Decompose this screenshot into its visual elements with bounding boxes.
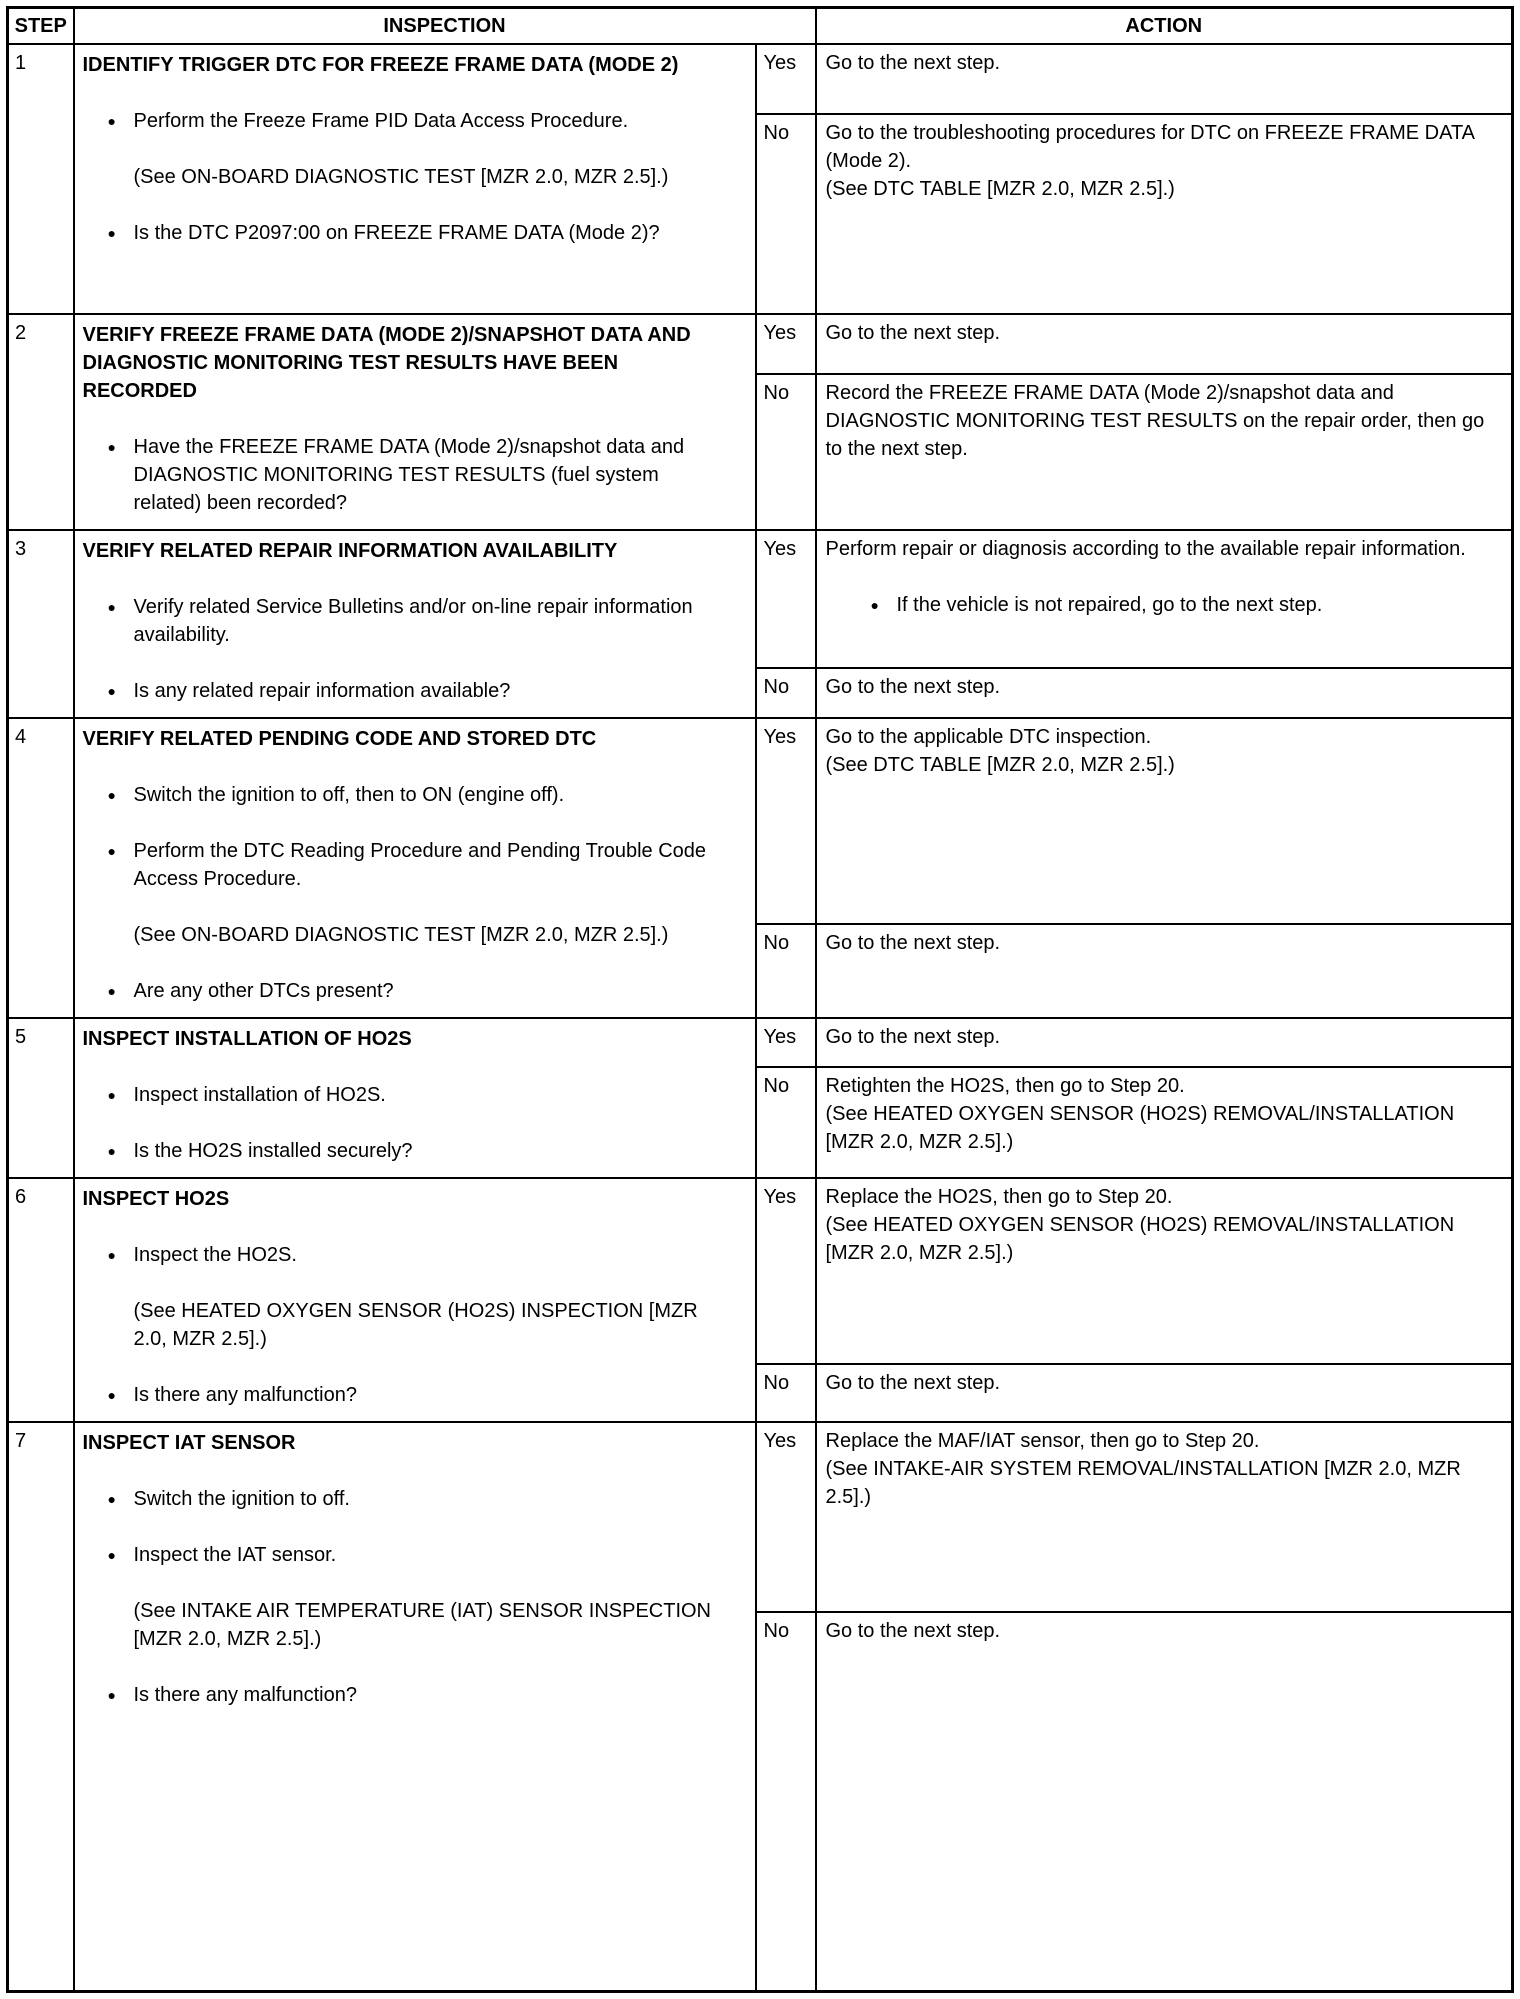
bullet-icon: ● — [107, 1086, 116, 1103]
bullet-icon: ● — [107, 1142, 116, 1159]
inspection-bullet-item-text: Switch the ignition to off, then to ON (engine off). — [133, 783, 565, 806]
inspection-note: (See ON-BOARD DIAGNOSTIC TEST [MZR 2.0, MZR 2.5].) — [133, 923, 669, 946]
yes-action-cell — [816, 314, 1513, 375]
inspection-bullet-item — [108, 593, 725, 649]
inspection-bullet-item — [108, 977, 725, 1005]
inspection-title: INSPECT INSTALLATION OF HO2S — [82, 1027, 412, 1050]
yes-flag: Yes — [756, 314, 816, 375]
inspection-bullet-item-text: Is the DTC P2097:00 on FREEZE FRAME DATA (Mode 2)? — [133, 221, 660, 244]
yes-flag: Yes — [756, 718, 816, 925]
inspection-cell — [74, 314, 756, 530]
action-text: Go to the next step. — [825, 1372, 1001, 1395]
step-number: 7 — [8, 1422, 74, 1992]
inspection-bullet-item — [108, 219, 725, 247]
inspection-bullet-item-text: Is any related repair information available? — [133, 679, 511, 702]
inspection-bullet-item — [108, 1681, 725, 1709]
yes-flag: Yes — [756, 44, 816, 114]
no-action-cell — [816, 114, 1513, 314]
inspection-bullet-item-text: Verify related Service Bulletins and/or on-line repair information availability. — [133, 595, 693, 646]
action-text: Go to the next step. — [825, 321, 1001, 344]
action-text: (See DTC TABLE [MZR 2.0, MZR 2.5].) — [825, 753, 1175, 776]
inspection-title: VERIFY RELATED PENDING CODE AND STORED DTC — [82, 727, 597, 750]
no-action-cell — [816, 668, 1513, 718]
no-action-cell — [816, 1364, 1513, 1421]
yes-flag: Yes — [756, 1422, 816, 1612]
bullet-icon: ● — [107, 1386, 116, 1403]
inspection-bullet-item-text: Have the FREEZE FRAME DATA (Mode 2)/snapshot data and DIAGNOSTIC MONITORING TEST RESULTS (fuel system related) been recorded? — [133, 435, 685, 514]
action-text: (See HEATED OXYGEN SENSOR (HO2S) REMOVAL/INSTALLATION [MZR 2.0, MZR 2.5].) — [825, 1102, 1455, 1153]
inspection-bullet-item — [108, 781, 725, 809]
inspection-title: INSPECT HO2S — [82, 1187, 230, 1210]
inspection-bullet-item-text: Perform the DTC Reading Procedure and Pending Trouble Code Access Procedure. — [133, 839, 707, 890]
yes-flag: Yes — [756, 1178, 816, 1365]
action-text: (See DTC TABLE [MZR 2.0, MZR 2.5].) — [825, 177, 1175, 200]
header-action: ACTION — [816, 8, 1513, 44]
inspection-bullet-item-text: Inspect installation of HO2S. — [133, 1083, 386, 1106]
inspection-cell — [74, 1018, 756, 1178]
step-number: 3 — [8, 530, 74, 718]
bullet-icon: ● — [107, 1246, 116, 1263]
no-flag: No — [756, 668, 816, 718]
yes-action-cell — [816, 1178, 1513, 1365]
inspection-bullet-item-text: Inspect the HO2S. — [133, 1243, 297, 1266]
bullet-icon: ● — [107, 1490, 116, 1507]
inspection-bullet-item — [108, 837, 725, 893]
inspection-bullet-item — [108, 1381, 725, 1409]
table-row — [8, 1422, 1513, 1612]
header-row — [8, 8, 1513, 44]
table-row — [8, 314, 1513, 375]
yes-action-cell — [816, 1018, 1513, 1067]
inspection-title: INSPECT IAT SENSOR — [82, 1431, 296, 1454]
inspection-bullet-item-text: Perform the Freeze Frame PID Data Access Procedure. — [133, 109, 629, 132]
bullet-icon: ● — [870, 596, 879, 613]
inspection-cell — [74, 44, 756, 314]
bullet-icon: ● — [107, 1546, 116, 1563]
no-flag: No — [756, 114, 816, 314]
bullet-icon: ● — [107, 112, 116, 129]
header-inspection: INSPECTION — [74, 8, 816, 44]
inspection-bullet-item-text: Is there any malfunction? — [133, 1683, 357, 1706]
action-text: (See INTAKE-AIR SYSTEM REMOVAL/INSTALLATION [MZR 2.0, MZR 2.5].) — [825, 1457, 1461, 1508]
inspection-bullet-item — [108, 1485, 725, 1513]
action-text: Replace the HO2S, then go to Step 20. — [825, 1185, 1173, 1208]
action-text: Go to the next step. — [825, 51, 1001, 74]
action-text: Record the FREEZE FRAME DATA (Mode 2)/snapshot data and DIAGNOSTIC MONITORING TEST RESULTS on the repair order, then go to the next step. — [825, 382, 1485, 461]
inspection-bullet-item — [108, 1137, 725, 1165]
inspection-bullet-item-text: Is the HO2S installed securely? — [133, 1139, 413, 1162]
inspection-note: (See ON-BOARD DIAGNOSTIC TEST [MZR 2.0, MZR 2.5].) — [133, 165, 669, 188]
no-action-cell — [816, 374, 1513, 529]
bullet-icon: ● — [107, 982, 116, 999]
no-flag: No — [756, 1364, 816, 1421]
bullet-icon: ● — [107, 842, 116, 859]
no-flag: No — [756, 374, 816, 529]
action-text: Go to the next step. — [825, 1619, 1001, 1642]
bullet-icon: ● — [107, 786, 116, 803]
step-number: 6 — [8, 1178, 74, 1422]
bullet-icon: ● — [107, 438, 116, 455]
inspection-bullet-item — [108, 1241, 725, 1269]
table-row — [8, 1178, 1513, 1365]
inspection-bullet-item — [108, 677, 725, 705]
inspection-bullet-item — [108, 1081, 725, 1109]
inspection-bullet-item-text: Are any other DTCs present? — [133, 979, 394, 1002]
inspection-bullet-item — [108, 1541, 725, 1569]
inspection-cell — [74, 1178, 756, 1422]
action-text: Go to the next step. — [825, 1025, 1001, 1048]
step-number: 1 — [8, 44, 74, 314]
action-text: Go to the next step. — [825, 932, 1001, 955]
no-action-cell — [816, 924, 1513, 1017]
no-flag: No — [756, 1067, 816, 1178]
bullet-icon: ● — [107, 224, 116, 241]
yes-flag: Yes — [756, 530, 816, 668]
inspection-bullet-item-text: Is there any malfunction? — [133, 1383, 357, 1406]
inspection-title: IDENTIFY TRIGGER DTC FOR FREEZE FRAME DATA (MODE 2) — [82, 53, 679, 76]
inspection-note: (See HEATED OXYGEN SENSOR (HO2S) INSPECTION [MZR 2.0, MZR 2.5].) — [133, 1299, 698, 1350]
inspection-cell — [74, 530, 756, 718]
yes-flag: Yes — [756, 1018, 816, 1067]
table-row — [8, 44, 1513, 114]
inspection-bullet-item-text: Switch the ignition to off. — [133, 1487, 350, 1510]
yes-action-cell — [816, 530, 1513, 668]
inspection-bullet-item-text: Inspect the IAT sensor. — [133, 1543, 337, 1566]
no-action-cell — [816, 1067, 1513, 1178]
header-step: STEP — [8, 8, 74, 44]
inspection-title: VERIFY RELATED REPAIR INFORMATION AVAILABILITY — [82, 539, 618, 562]
yes-action-cell — [816, 718, 1513, 925]
table-row — [8, 530, 1513, 668]
bullet-icon: ● — [107, 682, 116, 699]
inspection-cell — [74, 718, 756, 1018]
no-flag: No — [756, 1612, 816, 1992]
step-number: 5 — [8, 1018, 74, 1178]
action-text: Go to the applicable DTC inspection. — [825, 725, 1152, 748]
inspection-cell — [74, 1422, 756, 1992]
inspection-bullet-item — [108, 433, 725, 517]
bullet-icon: ● — [107, 598, 116, 615]
action-bullet-item-text: If the vehicle is not repaired, go to the next step. — [896, 593, 1323, 616]
step-number: 4 — [8, 718, 74, 1018]
action-text: Go to the next step. — [825, 675, 1001, 698]
yes-action-cell — [816, 1422, 1513, 1612]
action-text: Go to the troubleshooting procedures for DTC on FREEZE FRAME DATA (Mode 2). — [825, 121, 1474, 172]
no-action-cell — [816, 1612, 1513, 1992]
inspection-bullet-item — [108, 107, 725, 135]
yes-action-cell — [816, 44, 1513, 114]
table-row — [8, 718, 1513, 925]
table-row — [8, 1018, 1513, 1067]
action-text: Replace the MAF/IAT sensor, then go to Step 20. — [825, 1429, 1260, 1452]
bullet-icon: ● — [107, 1686, 116, 1703]
action-text: (See HEATED OXYGEN SENSOR (HO2S) REMOVAL/INSTALLATION [MZR 2.0, MZR 2.5].) — [825, 1213, 1455, 1264]
step-number: 2 — [8, 314, 74, 530]
inspection-title: VERIFY FREEZE FRAME DATA (MODE 2)/SNAPSHOT DATA AND DIAGNOSTIC MONITORING TEST RESULTS HAVE BEEN RECORDED — [82, 323, 691, 402]
action-text: Retighten the HO2S, then go to Step 20. — [825, 1074, 1185, 1097]
action-text: Perform repair or diagnosis according to the available repair information. — [825, 537, 1466, 560]
inspection-action-table — [6, 6, 1514, 1993]
action-bullet-item — [871, 591, 1504, 619]
table-body — [8, 44, 1513, 1992]
inspection-note: (See INTAKE AIR TEMPERATURE (IAT) SENSOR INSPECTION [MZR 2.0, MZR 2.5].) — [133, 1599, 711, 1650]
no-flag: No — [756, 924, 816, 1017]
